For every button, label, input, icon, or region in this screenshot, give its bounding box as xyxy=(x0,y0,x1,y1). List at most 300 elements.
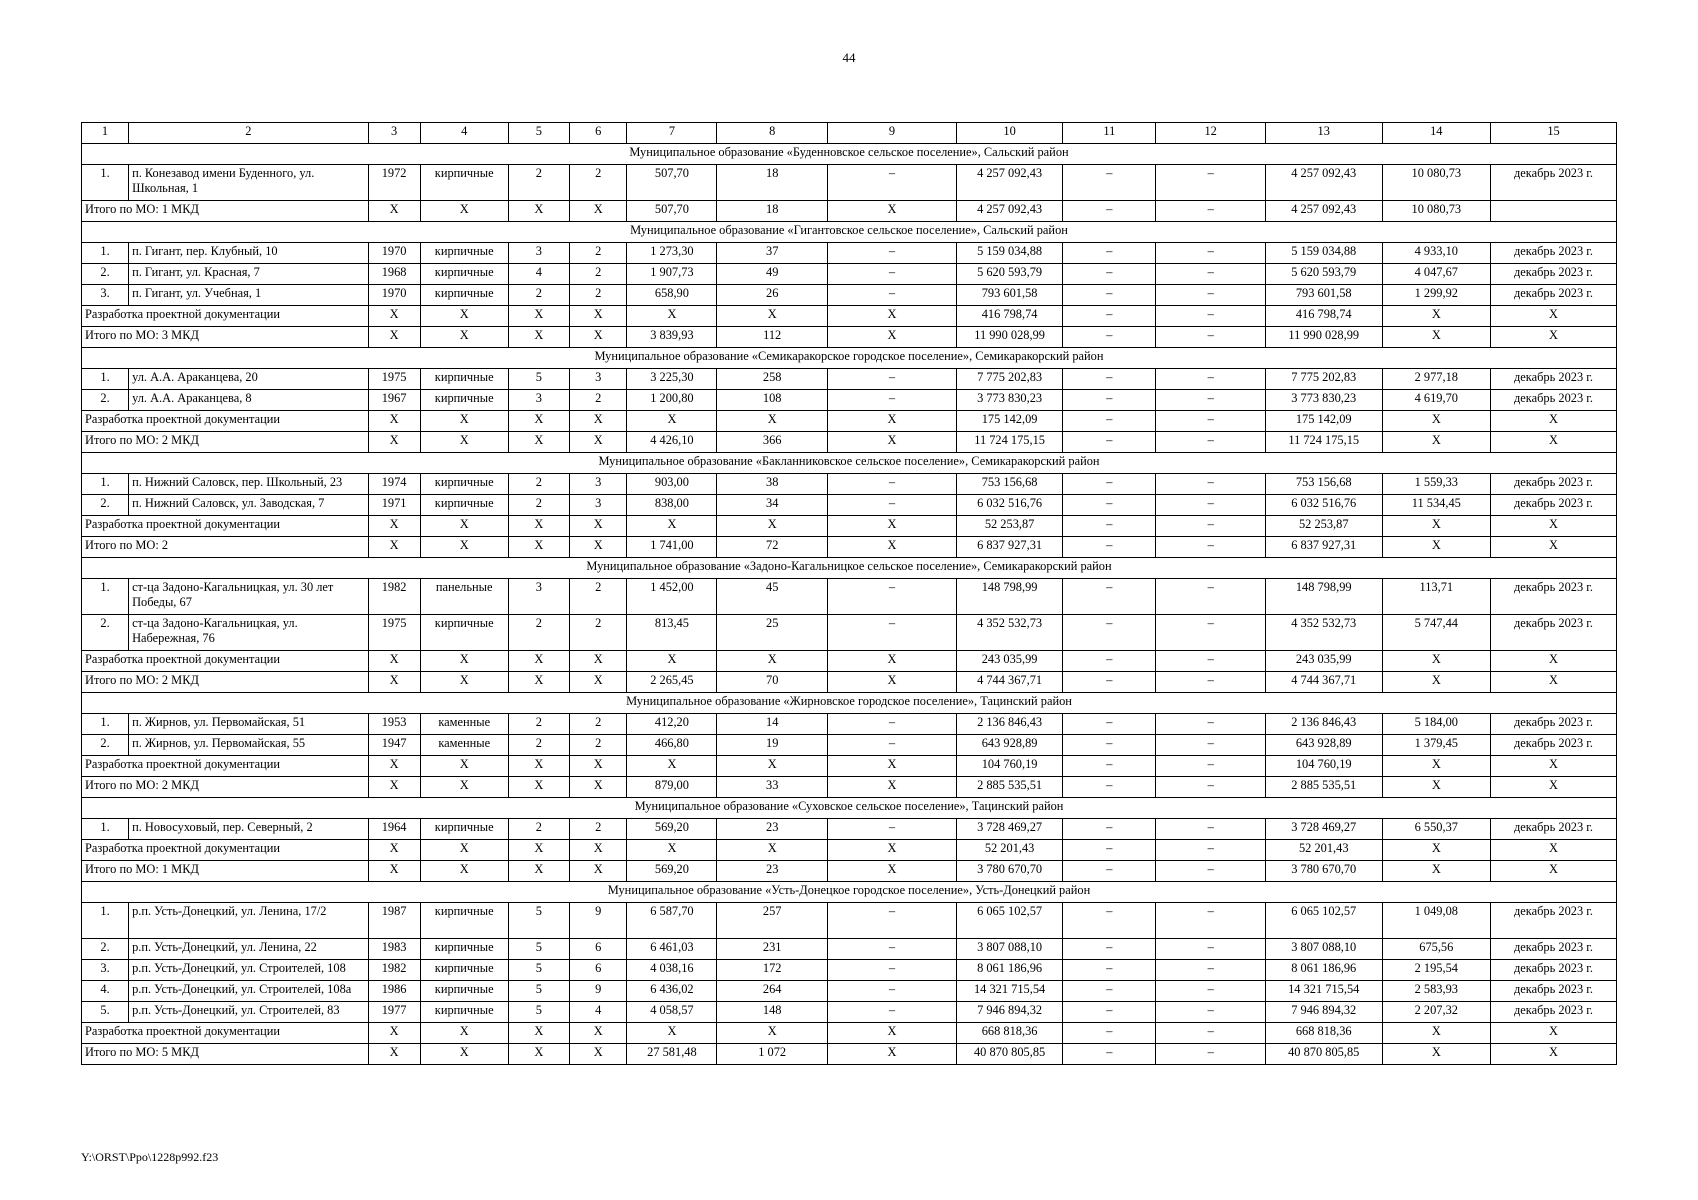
cell-value: 6 065 102,57 xyxy=(1265,903,1382,939)
cell-value: X xyxy=(627,1023,717,1044)
summary-row xyxy=(82,651,1617,672)
cell-value: X xyxy=(368,537,420,558)
cell-value: 5 xyxy=(508,981,569,1002)
building-address: п. Нижний Саловск, пер. Школьный, 23 xyxy=(129,474,368,495)
row-number: 1. xyxy=(82,714,129,735)
cell-value: X xyxy=(1382,777,1490,798)
cell-value: 26 xyxy=(717,285,828,306)
cell-value: – xyxy=(1156,777,1265,798)
cell-value: – xyxy=(827,243,956,264)
cell-value: 2 xyxy=(508,495,569,516)
cell-value: 2 xyxy=(570,819,627,840)
summary-label: Итого по МО: 2 xyxy=(82,537,369,558)
cell-value: X xyxy=(1382,651,1490,672)
cell-value: X xyxy=(570,411,627,432)
row-number: 1. xyxy=(82,474,129,495)
cell-value: – xyxy=(1156,165,1265,201)
cell-value: 5 184,00 xyxy=(1382,714,1490,735)
cell-value: 4 xyxy=(508,264,569,285)
cell-value: декабрь 2023 г. xyxy=(1491,615,1617,651)
cell-value: кирпичные xyxy=(420,495,508,516)
cell-value: X xyxy=(1491,672,1617,693)
summary-row xyxy=(82,861,1617,882)
cell-value: 2 xyxy=(570,579,627,615)
building-row xyxy=(82,285,1617,306)
cell-value: – xyxy=(1063,903,1156,939)
cell-value: 753 156,68 xyxy=(956,474,1062,495)
cell-value: 3 728 469,27 xyxy=(956,819,1062,840)
cell-value: декабрь 2023 г. xyxy=(1491,285,1617,306)
cell-value: 4 038,16 xyxy=(627,960,717,981)
summary-row xyxy=(82,777,1617,798)
cell-value: 11 534,45 xyxy=(1382,495,1490,516)
cell-value: X xyxy=(1382,756,1490,777)
cell-value: 11 724 175,15 xyxy=(1265,432,1382,453)
cell-value: X xyxy=(827,201,956,222)
summary-label: Разработка проектной документации xyxy=(82,840,369,861)
cell-value: X xyxy=(508,861,569,882)
building-address: ул. А.А. Араканцева, 8 xyxy=(129,390,368,411)
cell-value: 37 xyxy=(717,243,828,264)
column-number-row xyxy=(82,123,1617,144)
cell-value: декабрь 2023 г. xyxy=(1491,474,1617,495)
row-number: 1. xyxy=(82,243,129,264)
municipality-name: Муниципальное образование «Суховское сельское поселение», Тацинский район xyxy=(82,798,1617,819)
cell-value: X xyxy=(827,756,956,777)
building-address: п. Жирнов, ул. Первомайская, 51 xyxy=(129,714,368,735)
cell-value: 5 xyxy=(508,960,569,981)
building-row xyxy=(82,903,1617,939)
summary-row xyxy=(82,1044,1617,1065)
cell-value: кирпичные xyxy=(420,243,508,264)
cell-value: 5 620 593,79 xyxy=(1265,264,1382,285)
building-address: п. Конезавод имени Буденного, ул. Школьная, 1 xyxy=(129,165,368,201)
cell-value: – xyxy=(1063,369,1156,390)
cell-value: каменные xyxy=(420,735,508,756)
cell-value: 1975 xyxy=(368,615,420,651)
building-address: ст-ца Задоно-Кагальницкая, ул. 30 лет Победы, 67 xyxy=(129,579,368,615)
cell-value: 3 780 670,70 xyxy=(1265,861,1382,882)
cell-value: 2 136 846,43 xyxy=(956,714,1062,735)
municipality-name: Муниципальное образование «Усть-Донецкое городское поселение», Усть-Донецкий район xyxy=(82,882,1617,903)
cell-value: 569,20 xyxy=(627,819,717,840)
cell-value: X xyxy=(420,411,508,432)
cell-value: – xyxy=(827,735,956,756)
cell-value: – xyxy=(1156,201,1265,222)
cell-value: 70 xyxy=(717,672,828,693)
cell-value: X xyxy=(1491,651,1617,672)
cell-value: 257 xyxy=(717,903,828,939)
building-row xyxy=(82,735,1617,756)
cell-value: 2 xyxy=(508,714,569,735)
cell-value: 9 xyxy=(570,981,627,1002)
cell-value: кирпичные xyxy=(420,981,508,1002)
cell-value: 52 201,43 xyxy=(956,840,1062,861)
column-number: 8 xyxy=(717,123,828,144)
cell-value: X xyxy=(1382,537,1490,558)
cell-value: – xyxy=(1156,327,1265,348)
cell-value: кирпичные xyxy=(420,264,508,285)
summary-row xyxy=(82,327,1617,348)
cell-value: кирпичные xyxy=(420,285,508,306)
cell-value: 11 990 028,99 xyxy=(1265,327,1382,348)
cell-value: – xyxy=(1156,1023,1265,1044)
cell-value: 4 352 532,73 xyxy=(956,615,1062,651)
cell-value: – xyxy=(827,939,956,960)
summary-label: Итого по МО: 2 МКД xyxy=(82,672,369,693)
cell-value: – xyxy=(827,369,956,390)
cell-value: кирпичные xyxy=(420,819,508,840)
cell-value: X xyxy=(1491,537,1617,558)
cell-value: X xyxy=(1491,861,1617,882)
cell-value: 6 550,37 xyxy=(1382,819,1490,840)
building-row xyxy=(82,495,1617,516)
cell-value: 4 257 092,43 xyxy=(1265,201,1382,222)
cell-value: – xyxy=(1063,579,1156,615)
cell-value: 172 xyxy=(717,960,828,981)
row-number: 2. xyxy=(82,939,129,960)
cell-value: X xyxy=(827,777,956,798)
building-row xyxy=(82,264,1617,285)
cell-value: X xyxy=(508,672,569,693)
cell-value: X xyxy=(420,1023,508,1044)
cell-value: 416 798,74 xyxy=(1265,306,1382,327)
cell-value: 2 xyxy=(570,264,627,285)
cell-value: 3 728 469,27 xyxy=(1265,819,1382,840)
cell-value: 3 839,93 xyxy=(627,327,717,348)
cell-value: 4 426,10 xyxy=(627,432,717,453)
building-address: р.п. Усть-Донецкий, ул. Ленина, 17/2 xyxy=(129,903,368,939)
cell-value: X xyxy=(827,432,956,453)
cell-value: X xyxy=(508,1023,569,1044)
cell-value: X xyxy=(508,411,569,432)
cell-value: 1982 xyxy=(368,960,420,981)
cell-value: – xyxy=(1156,960,1265,981)
cell-value: 104 760,19 xyxy=(956,756,1062,777)
cell-value: – xyxy=(1063,960,1156,981)
cell-value: – xyxy=(1063,981,1156,1002)
cell-value: X xyxy=(1382,672,1490,693)
cell-value: – xyxy=(1156,474,1265,495)
cell-value: X xyxy=(1382,327,1490,348)
cell-value: 569,20 xyxy=(627,861,717,882)
cell-value: X xyxy=(827,651,956,672)
cell-value: X xyxy=(368,777,420,798)
cell-value: X xyxy=(420,777,508,798)
building-row xyxy=(82,165,1617,201)
cell-value: 6 461,03 xyxy=(627,939,717,960)
summary-label: Итого по МО: 5 МКД xyxy=(82,1044,369,1065)
cell-value: – xyxy=(1156,735,1265,756)
cell-value: 4 744 367,71 xyxy=(956,672,1062,693)
cell-value: X xyxy=(508,432,569,453)
cell-value: 1953 xyxy=(368,714,420,735)
cell-value: X xyxy=(1382,516,1490,537)
cell-value: 108 xyxy=(717,390,828,411)
municipality-header-row xyxy=(82,693,1617,714)
summary-label: Разработка проектной документации xyxy=(82,756,369,777)
cell-value: X xyxy=(570,516,627,537)
column-number: 13 xyxy=(1265,123,1382,144)
building-row xyxy=(82,819,1617,840)
cell-value: 2 xyxy=(508,285,569,306)
cell-value: – xyxy=(1063,615,1156,651)
cell-value: X xyxy=(717,1023,828,1044)
building-row xyxy=(82,615,1617,651)
cell-value: декабрь 2023 г. xyxy=(1491,495,1617,516)
page-number: 44 xyxy=(842,50,856,65)
cell-value: 3 xyxy=(508,390,569,411)
cell-value: каменные xyxy=(420,714,508,735)
column-number: 1 xyxy=(82,123,129,144)
row-number: 1. xyxy=(82,903,129,939)
cell-value: X xyxy=(420,537,508,558)
row-number: 2. xyxy=(82,615,129,651)
cell-value: X xyxy=(420,651,508,672)
column-number: 2 xyxy=(129,123,368,144)
cell-value: X xyxy=(570,840,627,861)
cell-value: X xyxy=(368,651,420,672)
cell-value: 175 142,09 xyxy=(1265,411,1382,432)
cell-value: X xyxy=(627,651,717,672)
cell-value: 2 xyxy=(508,735,569,756)
cell-value: декабрь 2023 г. xyxy=(1491,390,1617,411)
summary-label: Разработка проектной документации xyxy=(82,411,369,432)
summary-row xyxy=(82,201,1617,222)
cell-value: 11 724 175,15 xyxy=(956,432,1062,453)
cell-value: 1 273,30 xyxy=(627,243,717,264)
cell-value: 4 xyxy=(570,1002,627,1023)
cell-value: X xyxy=(570,672,627,693)
cell-value: 49 xyxy=(717,264,828,285)
cell-value: 1 200,80 xyxy=(627,390,717,411)
cell-value: – xyxy=(827,615,956,651)
cell-value: – xyxy=(1063,1023,1156,1044)
municipality-name: Муниципальное образование «Задоно-Кагальницкое сельское поселение», Семикаракорский район xyxy=(82,558,1617,579)
cell-value: X xyxy=(368,201,420,222)
cell-value: X xyxy=(368,861,420,882)
cell-value: 658,90 xyxy=(627,285,717,306)
cell-value: – xyxy=(1063,1044,1156,1065)
cell-value: 7 946 894,32 xyxy=(956,1002,1062,1023)
cell-value: декабрь 2023 г. xyxy=(1491,903,1617,939)
cell-value: – xyxy=(827,474,956,495)
summary-row xyxy=(82,840,1617,861)
cell-value: 52 201,43 xyxy=(1265,840,1382,861)
cell-value: 643 928,89 xyxy=(1265,735,1382,756)
cell-value: X xyxy=(1491,327,1617,348)
cell-value: – xyxy=(827,285,956,306)
building-address: ул. А.А. Араканцева, 20 xyxy=(129,369,368,390)
cell-value: X xyxy=(1491,1044,1617,1065)
cell-value: 1972 xyxy=(368,165,420,201)
cell-value: X xyxy=(508,327,569,348)
cell-value: 19 xyxy=(717,735,828,756)
cell-value: 25 xyxy=(717,615,828,651)
cell-value: – xyxy=(1063,390,1156,411)
cell-value: 34 xyxy=(717,495,828,516)
cell-value: X xyxy=(368,327,420,348)
cell-value: X xyxy=(420,201,508,222)
municipality-name: Муниципальное образование «Жирновское городское поселение», Тацинский район xyxy=(82,693,1617,714)
cell-value: 6 xyxy=(570,939,627,960)
cell-value: – xyxy=(1063,495,1156,516)
cell-value: 668 818,36 xyxy=(1265,1023,1382,1044)
cell-value: X xyxy=(1491,840,1617,861)
summary-label: Итого по МО: 1 МКД xyxy=(82,201,369,222)
cell-value: 5 xyxy=(508,369,569,390)
cell-value: кирпичные xyxy=(420,369,508,390)
cell-value: 5 xyxy=(508,903,569,939)
cell-value: декабрь 2023 г. xyxy=(1491,939,1617,960)
cell-value: X xyxy=(827,840,956,861)
cell-value: – xyxy=(1156,306,1265,327)
cell-value: – xyxy=(1063,756,1156,777)
cell-value: X xyxy=(570,756,627,777)
cell-value: X xyxy=(1382,861,1490,882)
cell-value: кирпичные xyxy=(420,615,508,651)
cell-value: 5 159 034,88 xyxy=(1265,243,1382,264)
cell-value: X xyxy=(420,840,508,861)
cell-value: 1 559,33 xyxy=(1382,474,1490,495)
cell-value: кирпичные xyxy=(420,939,508,960)
cell-value: 793 601,58 xyxy=(1265,285,1382,306)
cell-value: кирпичные xyxy=(420,903,508,939)
building-row xyxy=(82,960,1617,981)
cell-value: – xyxy=(827,981,956,1002)
cell-value: – xyxy=(1063,411,1156,432)
cell-value: X xyxy=(368,516,420,537)
cell-value: X xyxy=(570,537,627,558)
cell-value: – xyxy=(1063,306,1156,327)
cell-value: X xyxy=(1491,411,1617,432)
cell-value: X xyxy=(368,672,420,693)
cell-value: 4 058,57 xyxy=(627,1002,717,1023)
row-number: 2. xyxy=(82,390,129,411)
cell-value: X xyxy=(1491,432,1617,453)
cell-value: X xyxy=(827,1023,956,1044)
cell-value: 113,71 xyxy=(1382,579,1490,615)
cell-value: 3 xyxy=(570,474,627,495)
file-path-footer: Y:\ORST\Ppo\1228p992.f23 xyxy=(81,1150,219,1164)
cell-value: 3 807 088,10 xyxy=(1265,939,1382,960)
cell-value: – xyxy=(1156,840,1265,861)
cell-value: 1 049,08 xyxy=(1382,903,1490,939)
summary-row xyxy=(82,756,1617,777)
cell-value: – xyxy=(1063,243,1156,264)
municipality-header-row xyxy=(82,558,1617,579)
municipality-name: Муниципальное образование «Семикаракорское городское поселение», Семикаракорский район xyxy=(82,348,1617,369)
column-number: 10 xyxy=(956,123,1062,144)
cell-value: декабрь 2023 г. xyxy=(1491,165,1617,201)
cell-value: 18 xyxy=(717,165,828,201)
cell-value: – xyxy=(1156,243,1265,264)
cell-value: X xyxy=(570,651,627,672)
building-address: р.п. Усть-Донецкий, ул. Ленина, 22 xyxy=(129,939,368,960)
row-number: 5. xyxy=(82,1002,129,1023)
cell-value: – xyxy=(1063,840,1156,861)
cell-value: 7 775 202,83 xyxy=(1265,369,1382,390)
cell-value: – xyxy=(1063,516,1156,537)
building-row xyxy=(82,579,1617,615)
cell-value: 412,20 xyxy=(627,714,717,735)
cell-value: 813,45 xyxy=(627,615,717,651)
summary-label: Разработка проектной документации xyxy=(82,1023,369,1044)
cell-value: X xyxy=(1382,840,1490,861)
cell-value: 2 xyxy=(508,819,569,840)
cell-value: 4 257 092,43 xyxy=(956,201,1062,222)
cell-value: 643 928,89 xyxy=(956,735,1062,756)
summary-row xyxy=(82,516,1617,537)
cell-value: 10 080,73 xyxy=(1382,201,1490,222)
cell-value: кирпичные xyxy=(420,390,508,411)
cell-value: 258 xyxy=(717,369,828,390)
cell-value: – xyxy=(1156,285,1265,306)
cell-value: X xyxy=(368,756,420,777)
cell-value: 5 xyxy=(508,1002,569,1023)
building-address: п. Гигант, пер. Клубный, 10 xyxy=(129,243,368,264)
cell-value: 3 xyxy=(508,243,569,264)
cell-value: 1974 xyxy=(368,474,420,495)
cell-value: X xyxy=(508,756,569,777)
cell-value: 148 798,99 xyxy=(956,579,1062,615)
cell-value: X xyxy=(827,516,956,537)
cell-value: 416 798,74 xyxy=(956,306,1062,327)
cell-value: – xyxy=(1063,264,1156,285)
cell-value: – xyxy=(1156,819,1265,840)
cell-value: 23 xyxy=(717,861,828,882)
cell-value: декабрь 2023 г. xyxy=(1491,714,1617,735)
cell-value: 3 xyxy=(570,369,627,390)
cell-value: 2 xyxy=(570,243,627,264)
cell-value: – xyxy=(1156,756,1265,777)
cell-value: кирпичные xyxy=(420,474,508,495)
column-number: 15 xyxy=(1491,123,1617,144)
cell-value: X xyxy=(508,840,569,861)
cell-value: X xyxy=(508,651,569,672)
cell-value: 1971 xyxy=(368,495,420,516)
cell-value: X xyxy=(827,861,956,882)
cell-value: – xyxy=(827,819,956,840)
cell-value: 1 741,00 xyxy=(627,537,717,558)
cell-value: 4 257 092,43 xyxy=(956,165,1062,201)
municipality-header-row xyxy=(82,882,1617,903)
cell-value: 264 xyxy=(717,981,828,1002)
cell-value: X xyxy=(368,411,420,432)
summary-row xyxy=(82,306,1617,327)
cell-value: – xyxy=(1063,939,1156,960)
cell-value: 5 747,44 xyxy=(1382,615,1490,651)
cell-value: 2 583,93 xyxy=(1382,981,1490,1002)
municipality-name: Муниципальное образование «Гигантовское сельское поселение», Сальский район xyxy=(82,222,1617,243)
cell-value: X xyxy=(420,432,508,453)
cell-value: 18 xyxy=(717,201,828,222)
cell-value: панельные xyxy=(420,579,508,615)
cell-value: 5 xyxy=(508,939,569,960)
cell-value: 507,70 xyxy=(627,201,717,222)
cell-value: 4 744 367,71 xyxy=(1265,672,1382,693)
building-address: р.п. Усть-Донецкий, ул. Строителей, 108а xyxy=(129,981,368,1002)
cell-value: 507,70 xyxy=(627,165,717,201)
cell-value: 4 047,67 xyxy=(1382,264,1490,285)
cell-value: 1964 xyxy=(368,819,420,840)
cell-value: – xyxy=(827,714,956,735)
cell-value: 6 065 102,57 xyxy=(956,903,1062,939)
cell-value: – xyxy=(1156,1002,1265,1023)
cell-value: 366 xyxy=(717,432,828,453)
cell-value: X xyxy=(627,840,717,861)
cell-value: X xyxy=(508,1044,569,1065)
